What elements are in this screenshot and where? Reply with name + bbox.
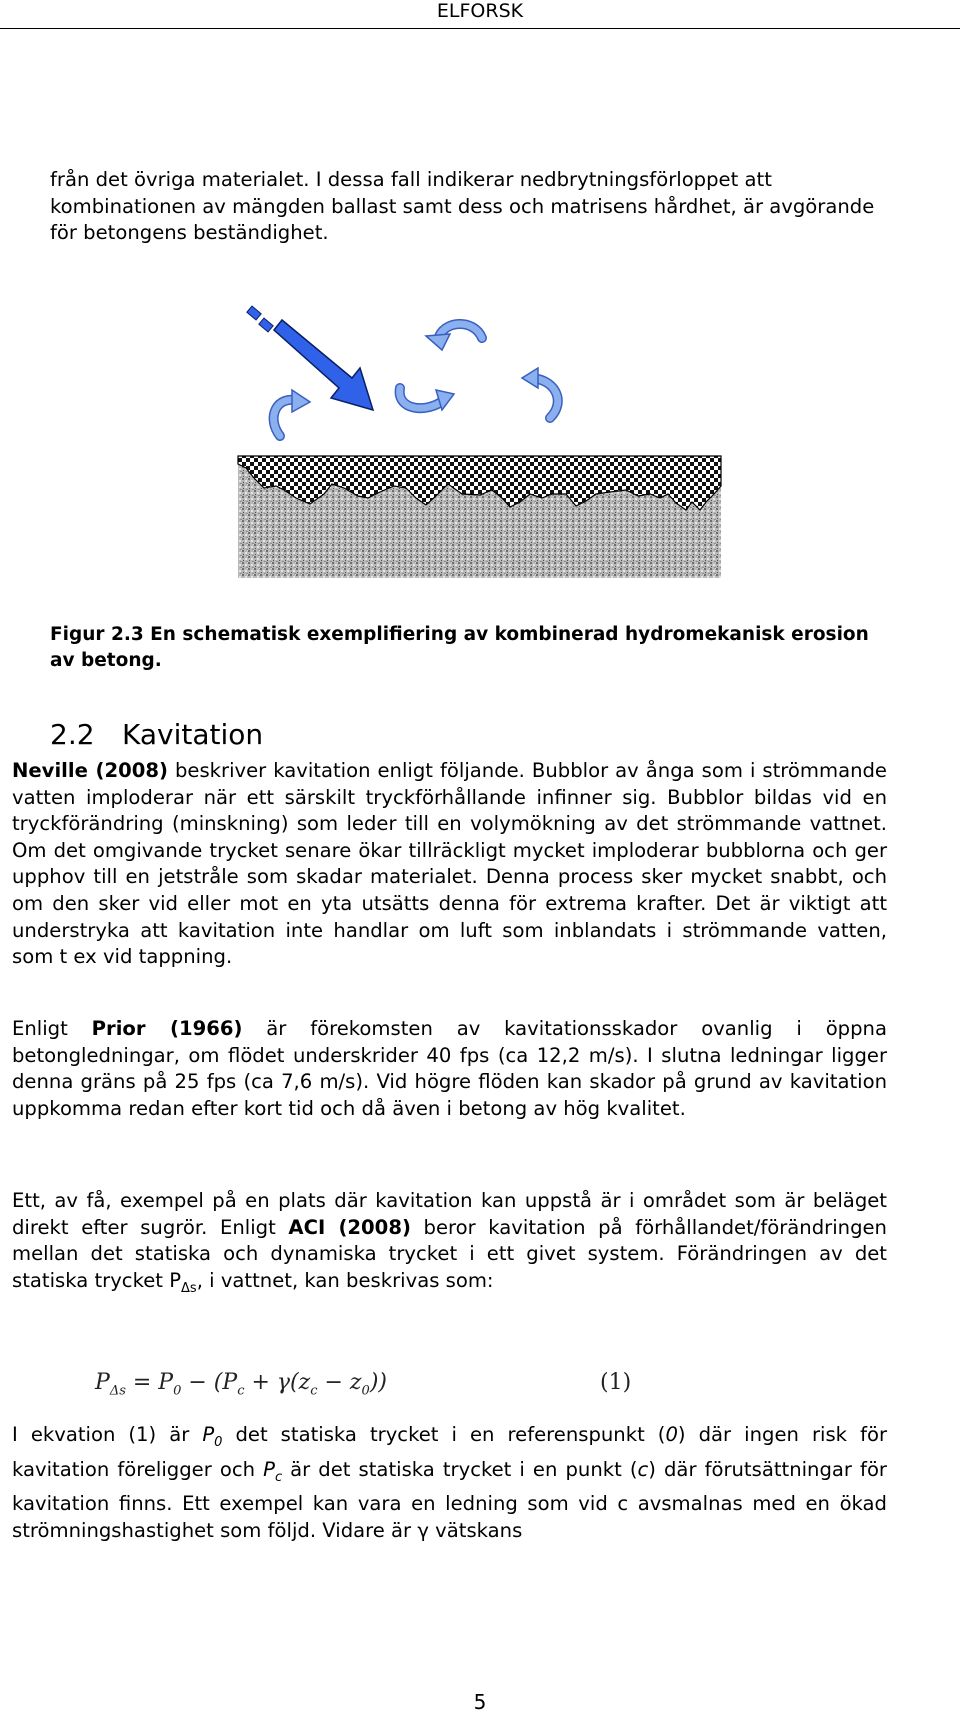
paragraph-neville-text: beskriver kavitation enligt följande. Bubblor av ånga som i strömmande vatten imploderar när ett särskilt tryckförhållande infinner sig. Bubblor bildas vid en tryckförändring (minskning) som leder till en volymökning av det strömmande vattnet. Om det omgivande trycket senare ökar tillräckligt mycket imploderar bubblorna och ger upphov till en jetstråle som skadar materialet. Denna process sker mycket snabbt, och om den sker vid eller mot en yta utsätts denna för extrema krafter. Det är viktigt att understryka att kavitation inte handlar om luft som inblandats i strömmande vatten, som t ex vid tappning. [12,759,887,969]
citation-neville: Neville (2008) [12,759,168,782]
section-number: 2.2 [50,718,95,751]
erosion-figure [230,298,730,602]
curl-arrow-top-icon [426,324,482,350]
p4-d: är det statiska trycket i en punkt ( [282,1457,638,1481]
paragraph-prior [12,1016,887,1122]
p4-pc-sub: c [274,1469,283,1485]
p4-zero: 0 [665,1423,678,1446]
eq-part-5: )) [369,1370,387,1395]
paragraph-prior-pre: Enligt [12,1017,92,1040]
page-header [0,0,960,29]
header-title: ELFORSK [436,0,524,22]
paragraph-prior-text: är förekomsten av kavitationsskador ovanlig i öppna betongledningar, om flödet underskrider 40 fps (ca 12,2 m/s). I slutna ledningar ligger denna gräns på 25 fps (ca 7,6 m/s). Vid högre flöden kan skador på grund av kavitation uppkomma redan efter kort tid och då även i betong av hög kvalitet. [12,1017,887,1120]
impact-arrow-icon [247,306,373,410]
equation [95,1370,655,1404]
page-number: 5 [473,1690,487,1714]
paragraph-equation-explanation [12,1422,887,1544]
p4-e: ) där förutsättningar för kavitation finns. Ett exempel kan vara en ledning som vid c avsmalnas med en ökad strömningshastighet som följd. Vidare är γ vätskans [12,1457,887,1542]
eq-z0-sub: 0 [361,1383,370,1399]
erosion-diagram [230,298,730,598]
pressure-subscript: Δs [181,1280,197,1296]
curl-arrow-right-icon [522,368,558,418]
paragraph-aci-mid: beror kavitation på förhållandet/förändringen mellan det statiska och dynamiska trycket i ett givet system. Förändringen av det statiska trycket P [12,1215,887,1292]
eq-part-2: − (P [181,1370,238,1395]
paragraph-aci [12,1188,887,1302]
eq-part-4: − z [317,1370,362,1395]
paragraph-aci-post: , i vattnet, kan beskrivas som: [196,1268,494,1292]
p4-p-sub: 0 [214,1434,223,1450]
eq-zc-sub: c [310,1383,318,1399]
citation-prior: Prior (1966) [91,1017,243,1040]
eq-lhs: P [95,1370,110,1395]
section-heading [50,718,263,752]
eq-part-3: + γ(z [244,1370,311,1395]
equation-expression [95,1370,387,1398]
p4-p: P [202,1423,215,1446]
curl-arrow-middle-icon [400,388,454,410]
paragraph-aci-pre: Ett, av få, exempel på en plats där kavitation kan uppstå är i området som är beläget direkt efter sugrör. Enligt [12,1189,887,1239]
eq-pc-sub: c [237,1383,245,1399]
eq-p0-sub: 0 [173,1383,182,1399]
intro-paragraph: från det övriga materialet. I dessa fall indikerar nedbrytningsförloppet att kombinationen av mängden ballast samt dess och matrisens hårdhet, är avgörande för betongens beständighet. [50,168,875,245]
p4-cpoint: c [637,1457,649,1481]
section-title: Kavitation [122,718,264,751]
paragraph-neville [12,758,887,971]
curl-arrow-left-icon [274,390,310,436]
p4-a: I ekvation (1) är [12,1423,203,1446]
eq-part-1: = P [125,1370,174,1395]
p4-c: ) där ingen risk för kavitation föreligger och [12,1423,888,1481]
citation-aci: ACI (2008) [288,1215,411,1239]
eq-lhs-sub: Δs [109,1383,126,1399]
equation-number: (1) [600,1370,632,1395]
p4-pc: P [263,1457,275,1481]
figure-caption: Figur 2.3 En schematisk exemplifiering av kombinerad hydromekanisk erosion av betong. [50,624,869,671]
p4-b: det statiska trycket i en referenspunkt ( [222,1423,666,1446]
